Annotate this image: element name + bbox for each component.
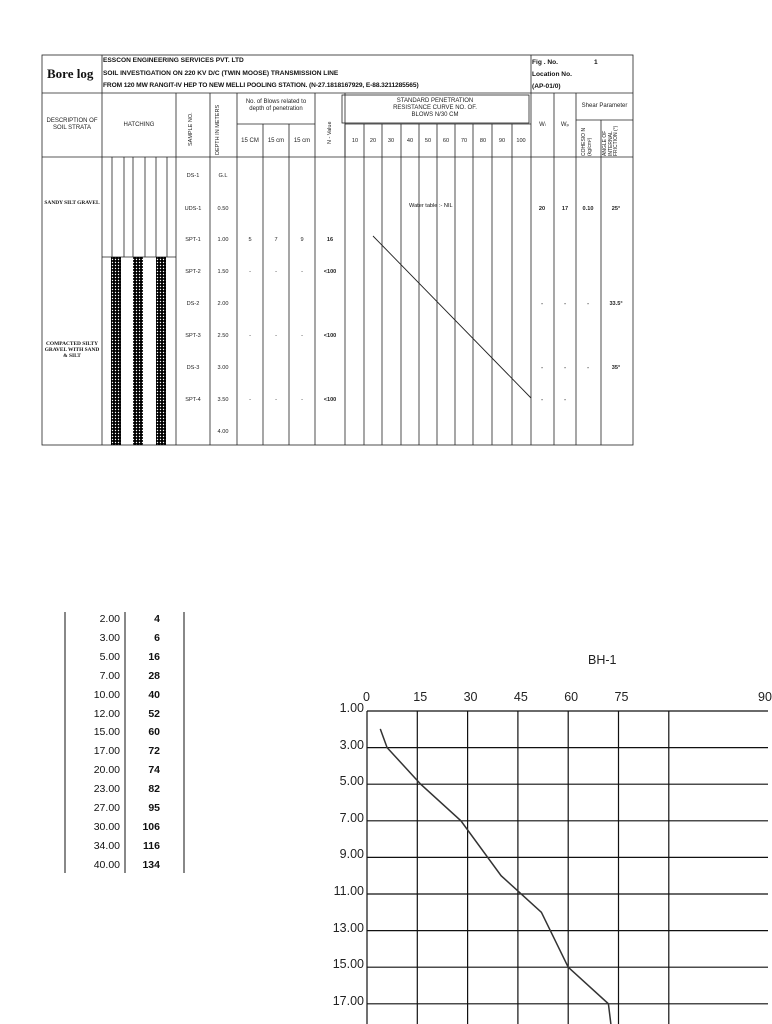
bore-log-title: Bore log — [47, 66, 94, 81]
scale-tick: 40 — [406, 138, 414, 144]
y-tick-label: 9.00 — [339, 847, 364, 862]
cell-wl: 20 — [538, 206, 546, 212]
y-tick-label: 7.00 — [339, 810, 364, 825]
x-tick-label: 30 — [463, 690, 478, 704]
table-n-value: 16 — [148, 650, 160, 663]
scale-tick: 70 — [460, 138, 468, 144]
cell-wp: 17 — [561, 206, 569, 212]
table-n-value: 74 — [148, 764, 160, 777]
cell-cohesion: - — [587, 301, 589, 307]
header-blows: No. of Blows related to depth of penetration — [245, 99, 307, 112]
scale-tick: 100 — [516, 138, 526, 144]
cell-depth: G.L — [218, 173, 228, 179]
cell-blows-1: 5 — [248, 237, 252, 243]
cell-depth: 1.50 — [217, 269, 229, 275]
header-description: DESCRIPTION OF SOIL STRATA — [46, 118, 98, 131]
table-n-value: 4 — [154, 613, 160, 625]
cell-friction-angle: 25° — [611, 206, 621, 212]
scale-tick: 60 — [442, 138, 450, 144]
y-tick-label: 13.00 — [332, 920, 364, 935]
cell-n-value: <100 — [323, 397, 337, 403]
table-depth: 3.00 — [99, 631, 120, 644]
header-wl: Wₗ — [539, 122, 546, 128]
x-tick-label: 15 — [413, 690, 428, 704]
cell-blows-3: 9 — [300, 237, 304, 243]
cell-depth: 3.50 — [217, 397, 229, 403]
y-tick-label: 3.00 — [339, 737, 364, 752]
table-depth: 12.00 — [93, 707, 120, 720]
y-tick-label: 1.00 — [339, 701, 364, 715]
data-point — [541, 912, 542, 913]
depth-n-table — [0, 600, 200, 880]
cell-depth: 2.50 — [217, 333, 229, 339]
x-tick-label: 45 — [513, 690, 528, 704]
cell-sample-no: SPT-1 — [185, 237, 201, 243]
table-depth: 17.00 — [93, 745, 120, 758]
cell-depth: 0.50 — [217, 206, 229, 212]
cell-depth: 4.00 — [217, 429, 229, 435]
strata-sandy-silt-gravel: SANDY SILT GRAVEL — [44, 200, 100, 206]
table-n-value: 72 — [148, 745, 160, 758]
cell-depth: 3.00 — [217, 365, 229, 371]
cell-sample-no: DS-1 — [186, 173, 200, 179]
table-depth: 23.00 — [93, 783, 120, 796]
cell-friction-angle: 35° — [611, 365, 621, 371]
location-label: Location No. — [532, 71, 572, 78]
cell-n-value: <100 — [323, 333, 337, 339]
cell-blows-3: - — [301, 333, 303, 339]
project-line-1: SOIL INVESTIGATION ON 220 KV D/C (TWIN MOOSE) TRANSMISSION LINE — [103, 70, 339, 77]
table-n-value: 82 — [148, 783, 160, 796]
data-point — [608, 1003, 609, 1004]
company-name: ESSCON ENGINEERING SERVICES PVT. LTD — [103, 57, 244, 64]
cell-blows-2: - — [275, 397, 277, 403]
table-n-value: 40 — [148, 688, 160, 701]
fig-label: Fig . No. — [532, 59, 559, 66]
cell-sample-no: DS-3 — [186, 365, 200, 371]
cell-blows-1: - — [249, 269, 251, 275]
data-point — [387, 747, 388, 748]
cell-sample-no: DS-2 — [186, 301, 200, 307]
cell-cohesion: - — [587, 365, 589, 371]
x-tick-label: 75 — [614, 690, 629, 704]
scale-tick: 30 — [387, 138, 395, 144]
table-depth: 10.00 — [93, 688, 120, 701]
table-n-value: 95 — [148, 802, 160, 814]
table-depth: 34.00 — [93, 839, 120, 852]
chart-plot — [320, 640, 772, 1024]
table-depth: 27.00 — [93, 802, 120, 814]
cell-blows-2: - — [275, 333, 277, 339]
y-tick-label: 15.00 — [332, 957, 364, 972]
cell-sample-no: SPT-2 — [185, 269, 201, 275]
table-n-value: 116 — [143, 839, 160, 852]
table-n-value: 134 — [142, 858, 160, 871]
cell-wp: - — [564, 397, 566, 403]
cell-sample-no: SPT-4 — [185, 397, 201, 403]
header-hatching: HATCHING — [123, 122, 155, 128]
header-wp: Wₚ — [560, 122, 570, 128]
strata-compacted-silty-gravel: COMPACTED SILTY GRAVEL WITH SAND & SILT — [44, 341, 100, 359]
cell-blows-2: 7 — [274, 237, 278, 243]
table-depth: 20.00 — [93, 764, 120, 777]
header-15cm-1: 15 CM — [241, 138, 259, 144]
table-depth: 7.00 — [99, 669, 120, 682]
header-depth: DEPTH IN METERS — [215, 104, 221, 155]
scale-tick: 50 — [424, 138, 432, 144]
table-n-value: 60 — [148, 726, 160, 739]
header-shear: Shear Parameter — [581, 103, 628, 109]
data-point — [501, 875, 502, 876]
cell-sample-no: UDS-1 — [184, 206, 202, 212]
table-depth: 2.00 — [99, 613, 120, 625]
scale-tick: 90 — [498, 138, 506, 144]
scale-tick: 10 — [351, 138, 359, 144]
header-sample-no: SAMPLE NO. — [188, 112, 194, 146]
cell-blows-3: - — [301, 269, 303, 275]
table-n-value: 106 — [142, 820, 160, 833]
cell-depth: 2.00 — [217, 301, 229, 307]
header-cohesion: COHESIO N (kg/cm²) — [581, 127, 593, 156]
cell-n-value: <100 — [323, 269, 337, 275]
cell-friction-angle: 33.5° — [609, 301, 623, 307]
table-depth: 15.00 — [93, 726, 120, 739]
x-tick-label: 0 — [363, 690, 370, 704]
cell-wp: - — [564, 365, 566, 371]
table-depth: 30.00 — [93, 820, 120, 833]
scale-tick: 20 — [369, 138, 377, 144]
series-line — [380, 729, 615, 1024]
water-table-note: Water table :- NIL — [409, 203, 453, 209]
x-tick-label: 60 — [564, 690, 579, 704]
cell-sample-no: SPT-3 — [185, 333, 201, 339]
cell-wl: - — [541, 365, 543, 371]
header-friction-angle: ANGLE OF INTERNAL FRICTION (°) — [602, 125, 619, 156]
y-tick-label: 17.00 — [332, 993, 364, 1008]
table-n-value: 52 — [148, 707, 160, 720]
bh1-chart — [320, 640, 772, 1024]
header-n-value: N - Value — [327, 121, 333, 144]
table-n-value: 28 — [148, 669, 160, 682]
header-15cm-3: 15 cm — [293, 138, 311, 144]
cell-blows-3: - — [301, 397, 303, 403]
cell-cohesion: 0.10 — [582, 206, 594, 212]
cell-wp: - — [564, 301, 566, 307]
data-point — [380, 729, 381, 730]
cell-blows-2: - — [275, 269, 277, 275]
project-line-2: FROM 120 MW RANGIT-IV HEP TO NEW MELLI POOLING STATION. (N-27.1818167929, E-88.3211285565) — [103, 82, 419, 89]
bore-log — [0, 0, 768, 450]
y-tick-label: 5.00 — [339, 774, 364, 789]
scale-tick: 80 — [479, 138, 487, 144]
data-point — [420, 784, 421, 785]
cell-blows-1: - — [249, 333, 251, 339]
table-n-value: 6 — [154, 631, 160, 644]
chart-title: BH-1 — [588, 653, 617, 667]
fig-number: 1 — [594, 59, 598, 66]
cell-wl: - — [541, 397, 543, 403]
cell-wl: - — [541, 301, 543, 307]
location-number: (AP-01/0) — [532, 83, 561, 90]
data-point — [568, 967, 569, 968]
cell-n-value: 16 — [326, 237, 334, 243]
table-depth: 5.00 — [99, 650, 120, 663]
header-15cm-2: 15 cm — [267, 138, 285, 144]
x-tick-label: 90 — [758, 690, 772, 704]
data-point — [460, 820, 461, 821]
header-spt-curve: STANDARD PENETRATION RESISTANCE CURVE NO. OF. BLOWS N/30 CM — [393, 98, 477, 118]
cell-blows-1: - — [249, 397, 251, 403]
table-depth: 40.00 — [93, 858, 120, 871]
cell-depth: 1.00 — [217, 237, 229, 243]
y-tick-label: 11.00 — [333, 884, 364, 898]
bore-log-grid — [0, 0, 768, 450]
